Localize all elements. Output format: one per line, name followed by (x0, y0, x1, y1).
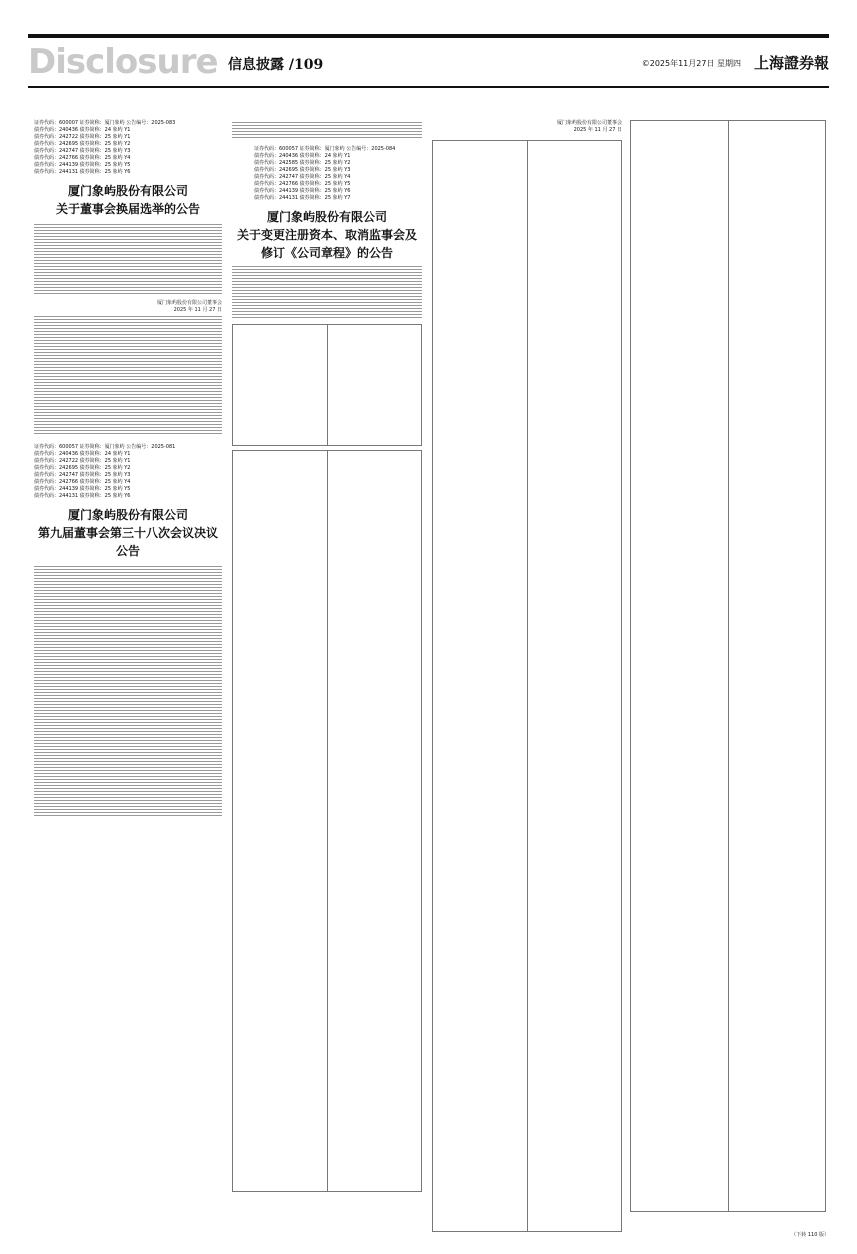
notice-2-codes: 证券代码：600057 证券简称：厦门象屿 公告编号：2025-081 债券代码：240436 债券简称：24 象屿 Y1 债券代码：242722 债券简称：25 象屿 Y1 债券代码：242695 债券简称：25 象屿 Y2 债券代码：242747 债券简称：25 象屿 Y3 债券代码：242766 债券简称：25 象屿 Y4 债券代码：244139 债券简称：25 象屿 Y5 债券代码：244131 债券简称：25 象屿 Y6 (34, 444, 176, 499)
issue-date: ©2025年11月27日 星期四 (641, 59, 741, 68)
column-2 (232, 120, 422, 1192)
brand-logo: Disclosure (28, 42, 218, 82)
notice-1-body (34, 224, 222, 434)
notice-3-codes: 证券代码：600057 证券简称：厦门象屿 公告编号：2025-084 债券代码：240436 债券简称：24 象屿 Y1 债券代码：242585 债券简称：25 象屿 Y2 债券代码：242695 债券简称：25 象屿 Y3 债券代码：242747 债券简称：25 象屿 Y4 债券代码：242766 债券简称：25 象屿 Y5 债券代码：244139 债券简称：25 象屿 Y6 债券代码：244131 债券简称：25 象屿 Y7 (254, 146, 396, 201)
masthead (28, 42, 829, 82)
notice-2-title: 厦门象屿股份有限公司 第九届董事会第三十八次会议决议公告 (37, 508, 218, 558)
continued-note: （下转 110 版） (791, 1232, 829, 1238)
amendment-table-4 (630, 120, 826, 1212)
notice-3-title: 厦门象屿股份有限公司 关于变更注册资本、取消监事会及 修订《公司章程》的公告 (236, 210, 417, 260)
section-title: 信息披露 /109 (228, 57, 324, 73)
amendment-table-3 (432, 140, 622, 1232)
amendment-table-2 (232, 450, 422, 1192)
notice-2-body (34, 566, 222, 816)
header-rule (28, 86, 829, 88)
amendment-table-1 (232, 324, 422, 446)
notice-3-signature: 厦门象屿股份有限公司董事会 2025 年 11 月 27 日 (556, 120, 622, 133)
notice-1-title: 厦门象屿股份有限公司 关于董事会换届选举的公告 (55, 184, 200, 216)
notice-3-body (232, 266, 422, 318)
notice-1-signature: 厦门象屿股份有限公司董事会 (156, 300, 222, 306)
column-1 (34, 120, 222, 818)
notice-1-codes: 证券代码：600007 证券简称：厦门象屿 公告编号：2025-083 债券代码：240436 债券简称：24 象屿 Y1 债券代码：242722 债券简称：25 象屿 Y1 债券代码：242695 债券简称：25 象屿 Y2 债券代码：242747 债券简称：25 象屿 Y3 债券代码：242766 债券简称：25 象屿 Y4 债券代码：244139 债券简称：25 象屿 Y5 债券代码：244131 债券简称：25 象屿 Y6 (34, 120, 176, 175)
column-4 (630, 120, 826, 1212)
top-rule (28, 34, 829, 38)
column-3 (432, 120, 622, 1232)
notice-1-date: 2025 年 11 月 27 日 (173, 307, 222, 313)
newspaper-name: 上海證券報 (753, 54, 829, 72)
